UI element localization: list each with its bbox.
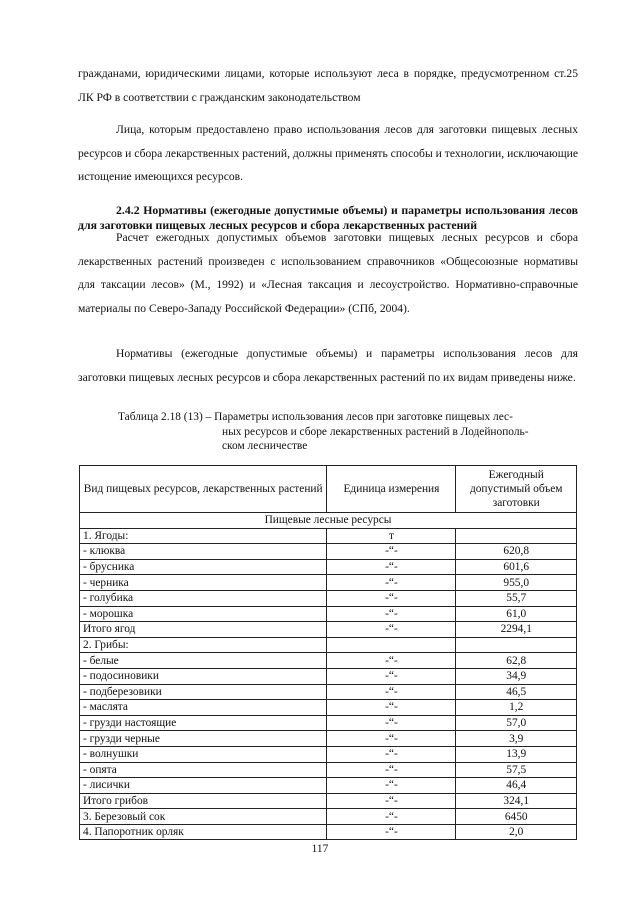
cell-unit: -“-: [327, 778, 456, 794]
table-row: [80, 793, 577, 809]
cell-unit: -“-: [327, 824, 456, 840]
cell-unit: -“-: [327, 606, 456, 622]
table-row: [80, 590, 577, 606]
header-annual-volume: Ежегодный допустимый объем заготовки: [456, 466, 577, 513]
cell-unit: -“-: [327, 715, 456, 731]
cell-unit: -“-: [327, 762, 456, 778]
section-paragraph-norms: Нормативы (ежегодные допустимые объемы) и параметры использования лесов для заготовки пищевых лесных ресурсов и сбора лекарственных растений по их видам приведены ниже.: [78, 347, 578, 384]
table-caption: [118, 410, 588, 454]
table-row: [80, 684, 577, 700]
cell-volume: 61,0: [456, 606, 577, 622]
cell-resource-name: 2. Грибы:: [80, 637, 327, 653]
cell-resource-name: - опята: [80, 762, 327, 778]
table-row: [80, 731, 577, 747]
cell-unit: -“-: [327, 700, 456, 716]
table-row: [80, 528, 577, 544]
intro-paragraph-requirements: Лица, которым предоставлено право использования лесов для заготовки пищевых лесных ресурсов и сбора лекарственных растений, должны применять способы и технологии, исключающие истощение имеющихся ресурсов.: [78, 123, 578, 184]
table-row: [80, 700, 577, 716]
cell-unit: -“-: [327, 731, 456, 747]
cell-volume: 13,9: [456, 746, 577, 762]
table-row: [80, 668, 577, 684]
table-row: [80, 762, 577, 778]
table-row: [80, 653, 577, 669]
cell-unit: -“-: [327, 809, 456, 825]
cell-unit: -“-: [327, 575, 456, 591]
table-row: [80, 637, 577, 653]
cell-unit: -“-: [327, 793, 456, 809]
header-resource-type: Вид пищевых ресурсов, лекарственных растений: [80, 466, 327, 513]
cell-volume: 6450: [456, 809, 577, 825]
cell-volume: 57,5: [456, 762, 577, 778]
cell-volume: 34,9: [456, 668, 577, 684]
cell-resource-name: - голубика: [80, 590, 327, 606]
table-row: [80, 809, 577, 825]
cell-resource-name: 1. Ягоды:: [80, 528, 327, 544]
cell-volume: 46,5: [456, 684, 577, 700]
cell-resource-name: - подберезовики: [80, 684, 327, 700]
cell-volume: 601,6: [456, 559, 577, 575]
cell-volume: 620,8: [456, 544, 577, 560]
section-heading: 2.4.2 Нормативы (ежегодные допустимые объемы) и параметры использования лесов для заготовки пищевых лесных ресурсов и сбора лекарственных растений: [78, 203, 578, 232]
header-unit: Единица измерения: [327, 466, 456, 513]
cell-resource-name: - клюква: [80, 544, 327, 560]
cell-unit: -“-: [327, 559, 456, 575]
resources-table: [79, 465, 577, 840]
cell-unit: т: [327, 528, 456, 544]
cell-volume: [456, 637, 577, 653]
cell-volume: 2,0: [456, 824, 577, 840]
table-row: [80, 715, 577, 731]
cell-unit: -“-: [327, 684, 456, 700]
cell-volume: 55,7: [456, 590, 577, 606]
cell-unit: -“-: [327, 668, 456, 684]
cell-volume: 1,2: [456, 700, 577, 716]
cell-resource-name: - брусника: [80, 559, 327, 575]
cell-resource-name: - волнушки: [80, 746, 327, 762]
cell-volume: 2294,1: [456, 622, 577, 638]
cell-volume: 955,0: [456, 575, 577, 591]
cell-resource-name: - белые: [80, 653, 327, 669]
cell-unit: [327, 637, 456, 653]
section-paragraph-calculation: Расчет ежегодных допустимых объемов заготовки пищевых лесных ресурсов и сбора лекарственных растений произведен с использованием справочников «Общесоюзные нормативы для таксации лесов» (М., 1992) и «Лесная таксация и лесоустройство. Нормативно-справочные материалы по Северо-Западу Российской Федерации» (СПб, 2004).: [78, 231, 578, 315]
cell-resource-name: - черника: [80, 575, 327, 591]
cell-unit: -“-: [327, 746, 456, 762]
table-row: [80, 559, 577, 575]
cell-volume: 3,9: [456, 731, 577, 747]
cell-resource-name: - лисички: [80, 778, 327, 794]
table-header-row: [80, 466, 577, 513]
table-row: [80, 575, 577, 591]
table-caption-line-2: ных ресурсов и сборе лекарственных растений в Лодейнополь-: [222, 425, 529, 438]
cell-volume: 324,1: [456, 793, 577, 809]
table-body: [80, 513, 577, 840]
table-section-title: Пищевые лесные ресурсы: [80, 513, 577, 529]
table-row: [80, 778, 577, 794]
cell-resource-name: - морошка: [80, 606, 327, 622]
cell-unit: -“-: [327, 544, 456, 560]
cell-resource-name: - грузди черные: [80, 731, 327, 747]
table-caption-line-3: ском лесничестве: [222, 440, 308, 452]
table-section-row: [80, 513, 577, 529]
cell-resource-name: Итого грибов: [80, 793, 327, 809]
cell-resource-name: 3. Березовый сок: [80, 809, 327, 825]
cell-resource-name: - грузди настоящие: [80, 715, 327, 731]
cell-resource-name: - подосиновики: [80, 668, 327, 684]
cell-volume: 57,0: [456, 715, 577, 731]
table-row: [80, 622, 577, 638]
cell-unit: -“-: [327, 653, 456, 669]
table-row: [80, 746, 577, 762]
intro-paragraph-continuation: гражданами, юридическими лицами, которые используют леса в порядке, предусмотренном ст.25 ЛК РФ в соответствии с гражданским законодательством: [78, 67, 578, 104]
cell-resource-name: - маслята: [80, 700, 327, 716]
cell-resource-name: 4. Папоротник орляк: [80, 824, 327, 840]
cell-volume: [456, 528, 577, 544]
table-row: [80, 544, 577, 560]
table-caption-line-1: Таблица 2.18 (13) – Параметры использования лесов при заготовке пищевых лес-: [118, 411, 513, 423]
table-row: [80, 606, 577, 622]
table-row: [80, 824, 577, 840]
cell-unit: -“-: [327, 590, 456, 606]
cell-resource-name: Итого ягод: [80, 622, 327, 638]
cell-volume: 46,4: [456, 778, 577, 794]
page-number: 117: [311, 843, 329, 855]
cell-volume: 62,8: [456, 653, 577, 669]
cell-unit: -“-: [327, 622, 456, 638]
